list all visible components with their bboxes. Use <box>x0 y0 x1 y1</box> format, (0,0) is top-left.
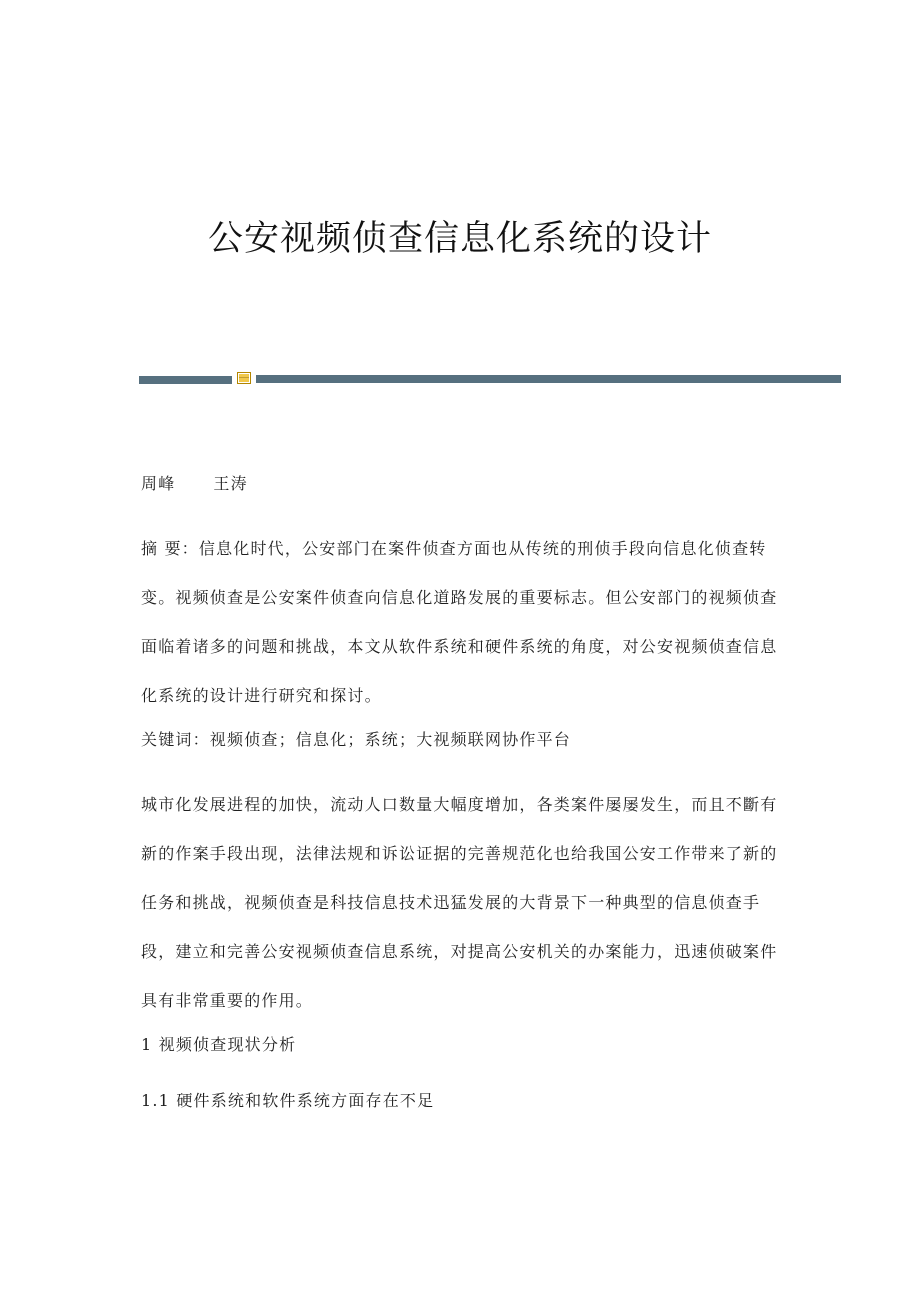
intro-paragraph: 城市化发展进程的加快，流动人口数量大幅度增加，各类案件屡屡发生，而且不斷有新的作案手段出现，法律法规和诉讼证据的完善规范化也给我国公安工作带来了新的任务和挑战，视频侦查是科技信息技术迅猛发展的大背景下一种典型的信息侦查手段，建立和完善公安视频侦查信息系统，对提高公安机关的办案能力，迅速侦破案件具有非常重要的作用。 <box>141 795 778 1010</box>
author-line <box>141 472 791 496</box>
author-name: 周峰 <box>141 474 176 493</box>
author-name: 王涛 <box>213 474 248 493</box>
abstract-paragraph: 摘 要：信息化时代，公安部门在案件侦查方面也从传统的刑侦手段向信息化侦查转变。视频侦查是公安案件侦查向信息化道路发展的重要标志。但公安部门的视频侦查面临着诸多的问题和挑战，本文从软件系统和硬件系统的角度，对公安视频侦查信息化系统的设计进行研究和探讨。 <box>141 539 778 705</box>
divider-bar-left <box>139 376 232 384</box>
section-heading: 1 视频侦查现状分析 <box>141 1035 297 1054</box>
keywords-line: 关键词：视频侦查；信息化；系统；大视频联网协作平台 <box>141 730 572 749</box>
ornament-icon <box>237 372 251 384</box>
divider-bar-right <box>256 375 841 383</box>
page-title: 公安视频侦查信息化系统的设计 <box>207 219 712 259</box>
subsection-heading: 1.1 硬件系统和软件系统方面存在不足 <box>141 1091 435 1110</box>
title-divider <box>139 372 841 386</box>
